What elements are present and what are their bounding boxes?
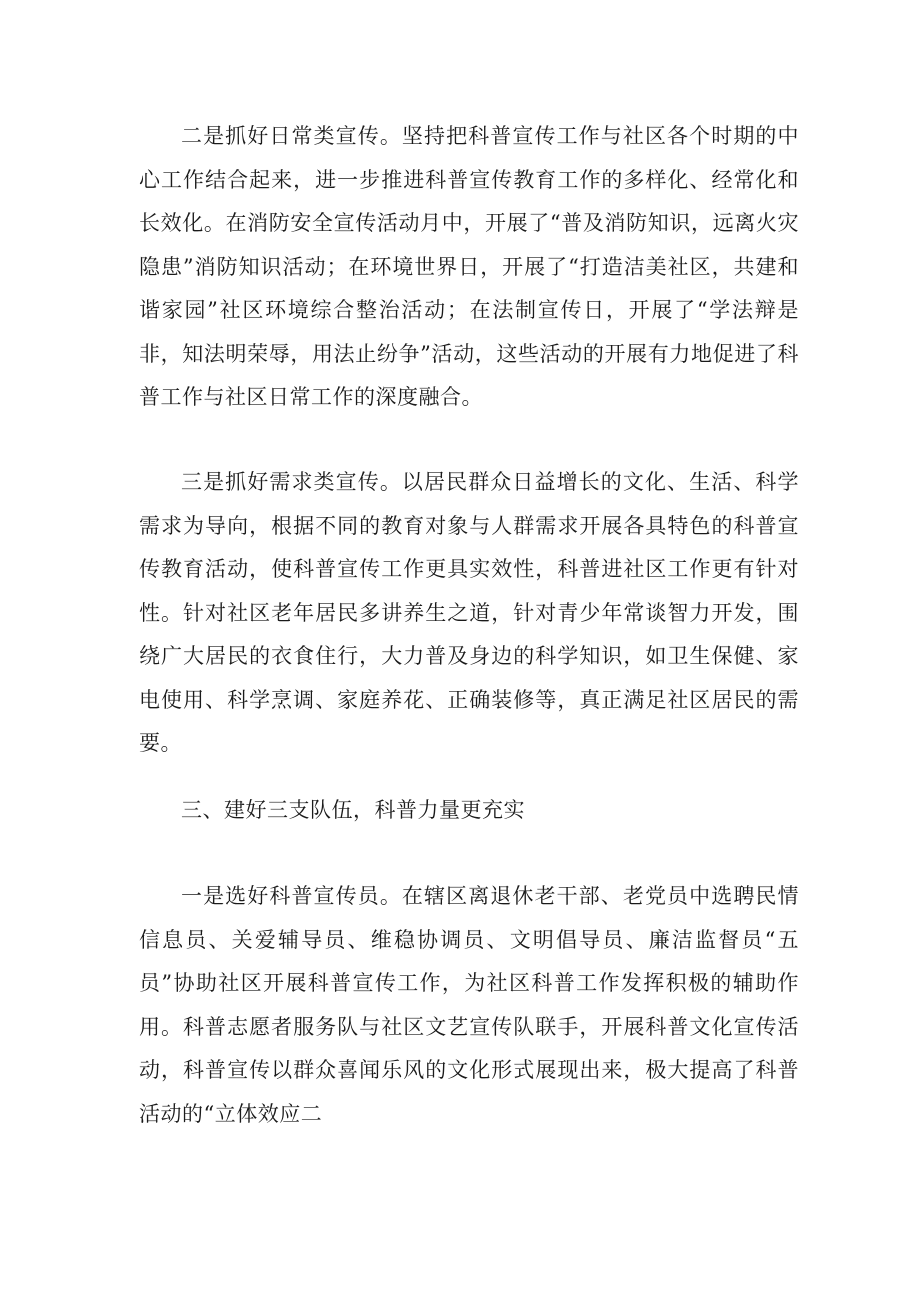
paragraph-demand-publicity: 三是抓好需求类宣传。以居民群众日益增长的文化、生活、科学需求为导向，根据不同的教育对象与人群需求开展各具特色的科普宣传教育活动，使科普宣传工作更具实效性，科普进社区工作更有针对性。针对社区老年居民多讲养生之道，针对青少年常谈智力开发，围绕广大居民的衣食住行，大力普及身边的科学知识，如卫生保健、家电使用、科学烹调、家庭养花、正确装修等，真正满足社区居民的需要。: [139, 470, 799, 755]
section-heading-three-teams: 三、建好三支队伍，科普力量更充实: [181, 798, 525, 822]
paragraph-daily-publicity: 二是抓好日常类宣传。坚持把科普宣传工作与社区各个时期的中心工作结合起来，进一步推进科普宣传教育工作的多样化、经常化和长效化。在消防安全宣传活动月中，开展了“普及消防知识，远离火灾隐患”消防知识活动；在环境世界日，开展了“打造洁美社区，共建和谐家园”社区环境综合整治活动；在法制宣传日，开展了“学法辩是非，知法明荣辱，用法止纷争”活动，这些活动的开展有力地促进了科普工作与社区日常工作的深度融合。: [139, 124, 799, 409]
paragraph-science-publicists: 一是选好科普宣传员。在辖区离退休老干部、老党员中选聘民情信息员、关爱辅导员、维稳协调员、文明倡导员、廉洁监督员“五员”协助社区开展科普宣传工作，为社区科普工作发挥积极的辅助作用。科普志愿者服务队与社区文艺宣传队联手，开展科普文化宣传活动，科普宣传以群众喜闻乐风的文化形式展现出来，极大提高了科普活动的“立体效应二: [139, 884, 799, 1126]
